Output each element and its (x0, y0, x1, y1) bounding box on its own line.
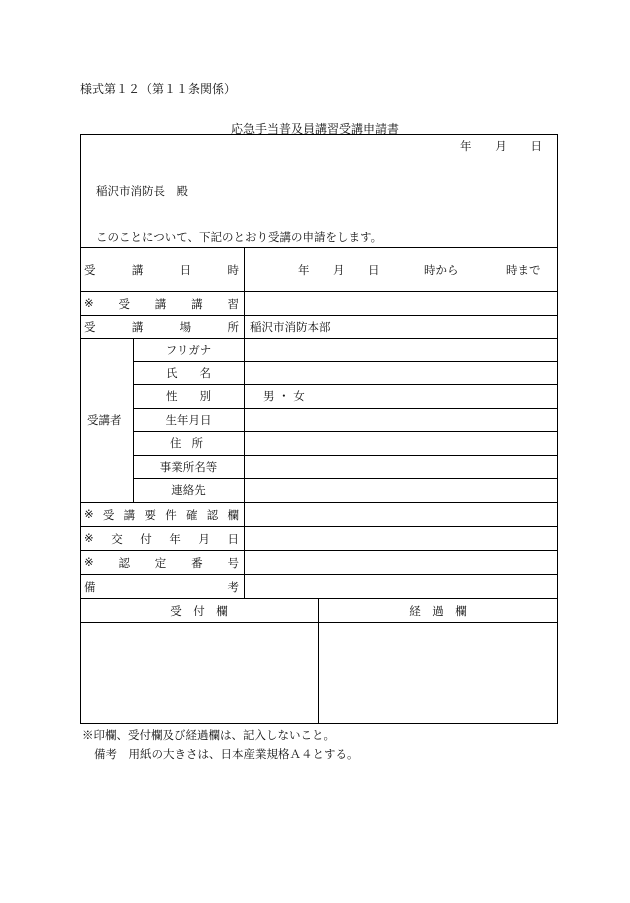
statement: このことについて、下記のとおり受講の申請をします。 (96, 230, 383, 244)
day-label: 日 (530, 139, 542, 153)
form-title: 応急手当普及員講習受講申請書 (230, 122, 399, 136)
datetime-start: 時から (424, 263, 459, 277)
address-label: 住 所 (170, 436, 203, 450)
rule (80, 315, 558, 316)
datetime-day: 日 (368, 263, 380, 277)
rule (80, 338, 558, 339)
contact-label: 連絡先 (171, 483, 206, 497)
rule (80, 247, 558, 248)
rule (244, 247, 245, 598)
addressee: 稲沢市消防長 殿 (96, 184, 188, 198)
rule (80, 550, 558, 551)
progress-column-label: 経 過 欄 (409, 604, 467, 618)
rule (80, 526, 558, 527)
rule (133, 361, 558, 362)
datetime-month: 月 (333, 263, 345, 277)
rule (80, 598, 558, 599)
datetime-year: 年 (298, 263, 310, 277)
application-form-table (80, 134, 558, 724)
issue-date-label: ※ 交 付 年 月 日 (84, 531, 239, 546)
note-paper-size: 備考 用紙の大きさは、日本産業規格Ａ４とする。 (94, 747, 359, 761)
datetime-label: 受 講 日 時 (84, 263, 239, 277)
applicant-group-label: 受講者 (87, 413, 122, 427)
venue-value: 稲沢市消防本部 (250, 320, 331, 334)
birthdate-label: 生年月日 (165, 413, 212, 427)
rule (133, 455, 558, 456)
remarks-label: 備 考 (84, 580, 239, 594)
datetime-end: 時まで (506, 263, 541, 277)
furigana-label: フリガナ (165, 343, 212, 357)
month-label: 月 (495, 139, 507, 153)
course-label: ※ 受 講 講 習 (84, 296, 239, 311)
sex-label: 性 別 (166, 389, 211, 403)
rule (133, 478, 558, 479)
year-label: 年 (460, 139, 472, 153)
rule (80, 291, 558, 292)
rule (80, 502, 558, 503)
rule (80, 574, 558, 575)
requirement-check-label: ※ 受 講 要 件 確 認 欄 (84, 507, 239, 522)
rule (133, 408, 558, 409)
form-number: 様式第１２（第１１条関係） (80, 82, 237, 96)
date-line (460, 138, 542, 154)
certification-number-label: ※ 認 定 番 号 (84, 555, 239, 570)
company-label: 事業所名等 (159, 460, 218, 474)
note-office-fields: ※印欄、受付欄及び経過欄は、記入しないこと。 (82, 728, 335, 742)
rule (80, 622, 558, 623)
sex-value: 男 ・ 女 (263, 389, 305, 403)
rule (133, 384, 558, 385)
venue-label: 受 講 場 所 (84, 320, 239, 334)
reception-column-label: 受 付 欄 (170, 604, 228, 618)
name-label: 氏 名 (166, 366, 211, 380)
rule (133, 431, 558, 432)
